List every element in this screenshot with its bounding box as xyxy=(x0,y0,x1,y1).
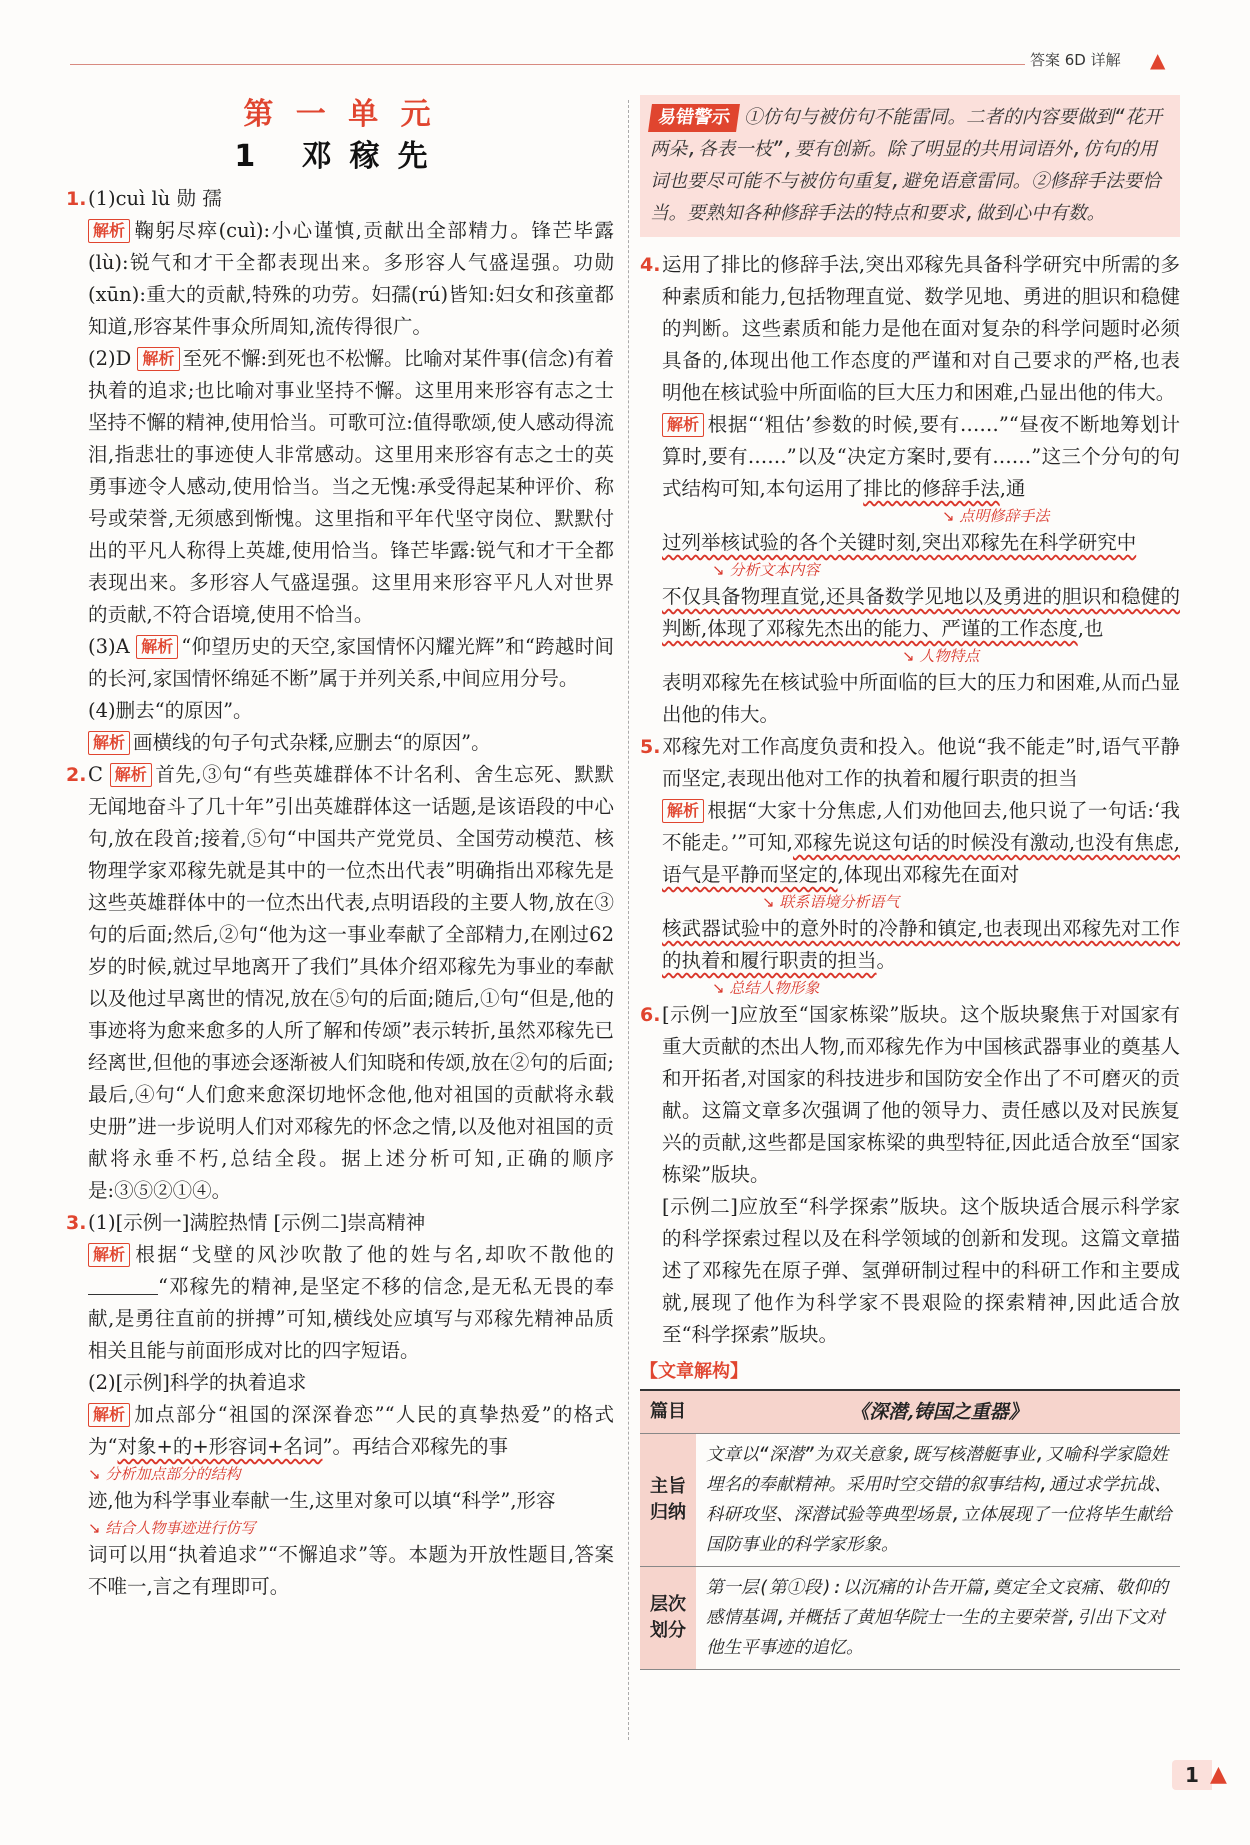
analysis-1-2 xyxy=(88,343,614,631)
margin-note: ↘ 分析文本内容 xyxy=(712,561,820,579)
highlighted-text: 排比的修辞手法 xyxy=(863,477,1000,500)
analysis-tag: 解析 xyxy=(662,799,704,823)
margin-note: ↘ 人物特点 xyxy=(902,647,980,665)
answer-6-2: [示例二]应放至“科学探索”版块。这个版块适合展示科学家的科学探索过程以及在科学领域的创新和发现。这篇文章描述了邓稼先在原子弹、氢弹研制过程中的科研工作和主要成就,展现了他作为科学家不畏艰险的探索精神,因此适合放至“科学探索”版块。 xyxy=(662,1195,1180,1346)
margin-note: ↘ 联系语境分析语气 xyxy=(762,893,900,911)
highlighted-text: 核武器试验中的意外时的冷静和镇定,也表现出邓稼先对工作的执着和履行职责的担当 xyxy=(662,917,1180,972)
left-column xyxy=(66,95,614,1603)
analysis-1-1 xyxy=(88,215,614,343)
question-2 xyxy=(66,759,614,1207)
header-label: 答案 6D 详解 xyxy=(1030,51,1121,69)
margin-note: ↘ 结合人物事迹进行仿写 xyxy=(88,1519,256,1537)
table-row xyxy=(640,1390,1180,1434)
answer-text: C xyxy=(88,763,103,786)
question-number: 4. xyxy=(640,254,661,276)
answer-text: (2)D xyxy=(88,347,132,370)
analysis-tag: 解析 xyxy=(88,219,130,243)
answer-text: (3)A xyxy=(88,635,130,658)
answer-6-1: [示例一]应放至“国家栋梁”版块。这个版块聚焦于对国家有重大贡献的杰出人物,而邓稼先作为中国核武器事业的奠基人和开拓者,对国家的科技进步和国防安全作出了不可磨灭的贡献。这篇文章多次强调了他的领导力、责任感以及对民族复兴的贡献,这些都是国家栋梁的典型特征,因此适合放至“国家栋梁”版块。 xyxy=(662,1003,1180,1186)
section-heading: 【文章解构】 xyxy=(640,1361,748,1382)
row-label: 主旨归纳 xyxy=(640,1434,696,1567)
analysis-tag: 解析 xyxy=(88,731,130,755)
table-row xyxy=(640,1567,1180,1670)
question-3 xyxy=(66,1207,614,1603)
header-rule xyxy=(70,64,1025,65)
analysis-text: 首先,③句“有些英雄群体不计名利、舍生忘死、默默无闻地奋斗了几十年”引出英雄群体这一话题,是该语段的中心句,放在段首;接着,⑤句“中国共产党党员、全国劳动模范、核物理学家邓稼先就是其中的一位杰出代表”明确指出邓稼先是这些英雄群体中的一位杰出代表,点明语段的主要人物,放在③句的后面;然后,②句“他为这一事业奉献了全部精力,在刚过62岁的时候,就过早地离开了我们”具体介绍邓稼先为事业的奉献以及他过早离世的情况,放在⑤句的后面;随后,①句“但是,他的事迹将为愈来愈多的人所了解和传颂”表示转折,虽然邓稼先已经离世,但他的事迹会逐渐被人们知晓和传颂,放在②句的后面;最后,④句“人们愈来愈深切地怀念他,他对祖国的贡献将永载史册”进一步说明人们对邓稼先的怀念之情,以及他对祖国的贡献将永垂不朽,总结全段。据上述分析可知,正确的顺序是:③⑤②①④。 xyxy=(88,763,615,1202)
article-structure-table xyxy=(640,1389,1180,1670)
unit-title: 第 一 单 元 xyxy=(243,97,437,132)
table-row xyxy=(640,1434,1180,1567)
analysis-tag: 解析 xyxy=(88,1243,130,1267)
analysis-3-2-cont: 迹,他为科学事业奉献一生,这里对象可以填“科学”,形容 xyxy=(88,1489,556,1512)
analysis-text: “仰望历史的天空,家国情怀闪耀光辉”和“跨越时间的长河,家国情怀绵延不断”属于并列关系,中间应用分号。 xyxy=(88,635,615,690)
graduation-cap-icon: ▲ xyxy=(1150,48,1166,72)
analysis-4-cont2: 不仅具备物理直觉,还具备数学见地以及勇进的胆识和稳健的判断,体现了邓稼先杰出的能力、严谨的工作态度,也 xyxy=(662,585,1180,640)
answer-4: 运用了排比的修辞手法,突出邓稼先具备科学研究中所需的多种素质和能力,包括物理直觉、数学见地、勇进的胆识和稳健的判断。这些素质和能力是他在面对复杂的科学问题时必须具备的,体现出他工作态度的严谨和对自己要求的严格,也表明他在核试验中所面临的巨大压力和困难,凸显出他的伟大。 xyxy=(662,253,1180,404)
question-number: 5. xyxy=(640,736,661,758)
page-arrow-icon: ▲ xyxy=(1210,1762,1227,1787)
analysis-5-cont: 核武器试验中的意外时的冷静和镇定,也表现出邓稼先对工作的执着和履行职责的担当。 xyxy=(662,917,1180,972)
analysis-3-2 xyxy=(88,1399,614,1463)
highlighted-text: 邓稼先说这句话的时候没有激动,也没有焦虑,语气是平静而坚定的 xyxy=(662,831,1180,886)
question-number: 6. xyxy=(640,1004,661,1026)
highlighted-text: 不仅具备物理直觉,还具备数学见地以及勇进的胆识和稳健的判断,体现了邓稼先杰出的能力、严谨的工作态度 xyxy=(662,585,1180,640)
analysis-1-4 xyxy=(88,727,614,759)
fill-blank xyxy=(88,1275,158,1295)
row-label: 篇目 xyxy=(640,1390,696,1434)
analysis-3-1 xyxy=(88,1239,614,1367)
question-number: 2. xyxy=(66,764,87,786)
question-5 xyxy=(640,731,1180,999)
highlighted-text: 对象+的+形容词+名词 xyxy=(117,1435,323,1458)
row-value: 《深潜,铸国之重器》 xyxy=(696,1390,1180,1434)
answer-1-1: (1)cuì lù 勋 孺 xyxy=(88,187,222,210)
warning-text: ①仿句与被仿句不能雷同。二者的内容要做到“花开两朵,各表一枝”,要有创新。除了明显的共用词语外,仿句的用词也要尽可能不与被仿句重复,避免语意雷同。②修辞手法要恰当。要熟知各种修辞手法的特点和要求,做到心中有数。 xyxy=(650,107,1163,224)
question-number: 1. xyxy=(66,188,87,210)
margin-note: ↘ 点明修辞手法 xyxy=(942,507,1050,525)
margin-note: ↘ 总结人物形象 xyxy=(712,979,820,997)
error-warning-box xyxy=(640,95,1180,237)
row-label: 层次划分 xyxy=(640,1567,696,1670)
highlighted-text: 过列举核试验的各个关键时刻,突出邓稼先在科学研究中 xyxy=(662,531,1137,554)
analysis-1-3 xyxy=(88,631,614,695)
analysis-tag: 解析 xyxy=(137,347,179,371)
answer-5: 邓稼先对工作高度负责和投入。他说“我不能走”时,语气平静而坚定,表现出他对工作的执着和履行职责的担当 xyxy=(662,735,1180,790)
analysis-text: ”。再结合邓稼先的事 xyxy=(322,1435,508,1458)
row-value: 文章以“深潜”为双关意象,既写核潜艇事业,又喻科学家隐姓埋名的奉献精神。采用时空交错的叙事结构,通过求学抗战、科研攻坚、深潜试验等典型场景,立体展现了一位将毕生献给国防事业的科学家形象。 xyxy=(696,1434,1180,1567)
analysis-text: 鞠躬尽瘁(cuì):小心谨慎,贡献出全部精力。锋芒毕露(lù):锐气和才干全都表现出来。多形容人气盛逞强。功勋(xūn):重大的贡献,特殊的功劳。妇孺(rú)皆知:妇女和孩童都知道,形容某件事众所周知,流传得很广。 xyxy=(88,219,614,338)
analysis-4: 解析 根据“‘粗估’参数的时候,要有……”“昼夜不断地筹划计算时,要有……”以及“决定方案时,要有……”这三个分句的句式结构可知,本句运用了排比的修辞手法,通 xyxy=(662,413,1180,500)
analysis-text: 根据“戈壁的风沙吹散了他的姓与名,却吹不散他的 xyxy=(133,1243,614,1266)
row-value: 第一层(第①段):以沉痛的讣告开篇,奠定全文哀痛、敬仰的感情基调,并概括了黄旭华院士一生的主要荣誉,引出下文对他生平事迹的追忆。 xyxy=(696,1567,1180,1670)
answer-3-1: (1)[示例一]满腔热情 [示例二]崇高精神 xyxy=(88,1211,426,1234)
answer-3-2: (2)[示例]科学的执着追求 xyxy=(88,1371,307,1394)
analysis-2 xyxy=(88,759,614,1207)
question-6 xyxy=(640,999,1180,1351)
page-number: 1 xyxy=(1172,1760,1212,1790)
analysis-text: 至死不懈:到死也不松懈。比喻对某件事(信念)有着执着的追求;也比喻对事业坚持不懈。这里用来形容有志之士坚持不懈的精神,使用恰当。可歌可泣:值得歌颂,使人感动得流泪,指悲壮的事迹使人非常感动。这里用来形容有志之士的英勇事迹令人感动,使用恰当。当之无愧:承受得起某种评价、称号或荣誉,无须感到惭愧。这里指和平年代坚守岗位、默默付出的平凡人称得上英雄,使用恰当。锋芒毕露:锐气和才干全都表现出来。多形容人气盛逞强。这里用来形容平凡人对世界的贡献,不符合语境,使用不恰当。 xyxy=(88,347,614,626)
analysis-4-end: 表明邓稼先在核试验中所面临的巨大的压力和困难,从而凸显出他的伟大。 xyxy=(662,671,1180,726)
analysis-tag: 解析 xyxy=(110,763,152,787)
answer-1-4: (4)删去“的原因”。 xyxy=(88,699,253,722)
right-column xyxy=(640,95,1180,1670)
analysis-4-cont xyxy=(662,527,1180,559)
question-1 xyxy=(66,183,614,759)
analysis-tag: 解析 xyxy=(88,1403,130,1427)
analysis-text: “邓稼先的精神,是坚定不移的信念,是无私无畏的奉献,是勇往直前的拼搏”可知,横线处应填写与邓稼先精神品质相关且能与前面形成对比的四字短语。 xyxy=(88,1275,614,1362)
analysis-5: 解析 根据“大家十分焦虑,人们劝他回去,他只说了一句话:‘我不能走。’”可知,邓稼先说这句话的时候没有激动,也没有焦虑,语气是平静而坚定的,体现出邓稼先在面对 xyxy=(662,799,1180,886)
analysis-tag: 解析 xyxy=(136,635,178,659)
column-divider xyxy=(628,100,629,1740)
analysis-text: 加点部分“祖国的深深眷恋”“人民的真挚热爱”的格式为“ xyxy=(88,1403,614,1458)
warning-tag: 易错警示 xyxy=(648,104,740,132)
analysis-3-2-end: 词可以用“执着追求”“不懈追求”等。本题为开放性题目,答案不唯一,言之有理即可。 xyxy=(88,1543,614,1598)
lesson-title: 1 邓稼先 xyxy=(234,139,446,174)
margin-note: ↘ 分析加点部分的结构 xyxy=(88,1465,241,1483)
analysis-text: 画横线的句子句式杂糅,应删去“的原因”。 xyxy=(133,731,491,754)
analysis-tag: 解析 xyxy=(662,413,704,437)
question-number: 3. xyxy=(66,1212,87,1234)
question-4 xyxy=(640,249,1180,731)
